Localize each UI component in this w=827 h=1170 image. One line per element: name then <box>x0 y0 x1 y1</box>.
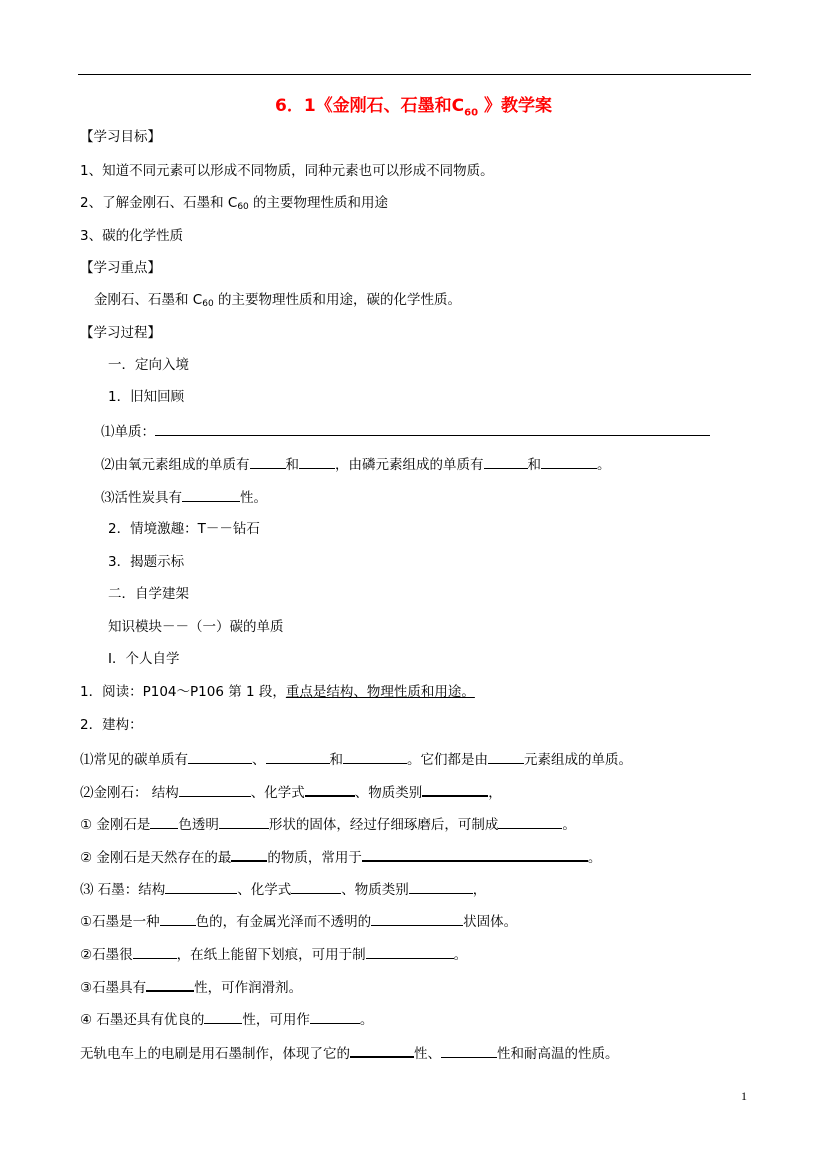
answer-blank[interactable] <box>366 944 454 959</box>
focus-header: 【学习重点】 <box>80 260 161 276</box>
answer-blank[interactable] <box>231 846 267 862</box>
header-rule <box>78 74 751 75</box>
process-step-review: 1．旧知回顾 <box>108 389 185 405</box>
answer-blank[interactable] <box>488 749 524 764</box>
focus-text: 金刚石、石墨和 $C_{60}$ 的主要物理性质和用途，碳的化学性质。 <box>94 292 461 309</box>
study-read: 1．阅读：P104～P106 第 1 段，重点是结构、物理性质和用途。 <box>80 684 475 700</box>
answer-blank[interactable] <box>343 749 407 764</box>
answer-blank[interactable] <box>299 454 335 469</box>
diamond-structure: ⑵金刚石： 结构 、化学式 、物质类别 ， <box>80 781 502 802</box>
answer-blank[interactable] <box>498 814 562 829</box>
process-step-goals: 3．揭题示标 <box>108 554 185 570</box>
question-1: ⑴单质： <box>101 421 710 441</box>
answer-blank[interactable] <box>146 976 194 992</box>
answer-blank[interactable] <box>371 911 463 926</box>
graphite-structure: ⑶ 石墨：结构 、化学式 、物质类别 ， <box>80 879 486 899</box>
answer-blank[interactable] <box>204 1009 242 1024</box>
graphite-property-4: ④ 石墨还具有优良的 性，可用作 。 <box>80 1009 373 1029</box>
answer-blank[interactable] <box>350 1042 414 1058</box>
answer-blank[interactable] <box>155 421 710 436</box>
diamond-property-1: ① 金刚石是 色透明 形状的固体，经过仔细琢磨后，可制成 。 <box>80 814 576 834</box>
graphite-property-1: ①石墨是一种 色的，有金属光泽而不透明的 状固体。 <box>80 911 517 931</box>
answer-blank[interactable] <box>541 454 597 469</box>
answer-blank[interactable] <box>150 814 178 829</box>
knowledge-module: 知识模块－－（一）碳的单质 <box>108 619 284 635</box>
carbon-allotropes: ⑴常见的碳单质有 、 和 。它们都是由 元素组成的单质。 <box>80 749 632 769</box>
answer-blank[interactable] <box>160 911 196 926</box>
trolley-brush: 无轨电车上的电刷是用石墨制作，体现了它的 性、 性和耐高温的性质。 <box>80 1042 619 1063</box>
answer-blank[interactable] <box>250 454 286 469</box>
graphite-property-3: ③石墨具有 性，可作润滑剂。 <box>80 976 302 997</box>
answer-blank[interactable] <box>310 1009 360 1024</box>
study-build: 2．建构： <box>80 717 143 733</box>
objectives-header: 【学习目标】 <box>80 129 161 145</box>
answer-blank[interactable] <box>133 944 177 959</box>
question-3: ⑶活性炭具有 性。 <box>101 487 267 507</box>
question-2: ⑵由氧元素组成的单质有 和 ，由磷元素组成的单质有 和 。 <box>101 454 611 474</box>
answer-blank[interactable] <box>291 879 341 894</box>
answer-blank[interactable] <box>422 781 488 797</box>
process-step-scenario: 2．情境激趣：T－－钻石 <box>108 521 260 537</box>
answer-blank[interactable] <box>165 879 237 894</box>
objective-2: 2、了解金刚石、石墨和 $C_{60}$ 的主要物理性质和用途 <box>80 195 389 212</box>
answer-blank[interactable] <box>484 454 528 469</box>
page-number: 1 <box>741 1089 747 1103</box>
self-study: Ⅰ．个人自学 <box>108 651 180 667</box>
answer-blank[interactable] <box>219 814 269 829</box>
process-step-2: 二．自学建架 <box>108 586 189 602</box>
objective-1: 1、知道不同元素可以形成不同物质，同种元素也可以形成不同物质。 <box>80 163 494 179</box>
answer-blank[interactable] <box>441 1043 497 1058</box>
answer-blank[interactable] <box>409 879 473 894</box>
answer-blank[interactable] <box>362 846 588 862</box>
answer-blank[interactable] <box>179 782 251 797</box>
answer-blank[interactable] <box>188 749 252 764</box>
answer-blank[interactable] <box>305 781 355 797</box>
answer-blank[interactable] <box>266 749 330 764</box>
process-header: 【学习过程】 <box>80 325 161 341</box>
graphite-property-2: ②石墨很 ，在纸上能留下划痕，可用于制 。 <box>80 944 467 964</box>
objective-3: 3、碳的化学性质 <box>80 228 184 244</box>
page-title: 6．1《金刚石、石墨和$C_{60}$ 》教学案 <box>275 96 552 119</box>
diamond-property-2: ② 金刚石是天然存在的最 的物质，常用于 。 <box>80 846 601 867</box>
process-step-1: 一．定向入境 <box>108 357 189 373</box>
answer-blank[interactable] <box>182 487 240 502</box>
